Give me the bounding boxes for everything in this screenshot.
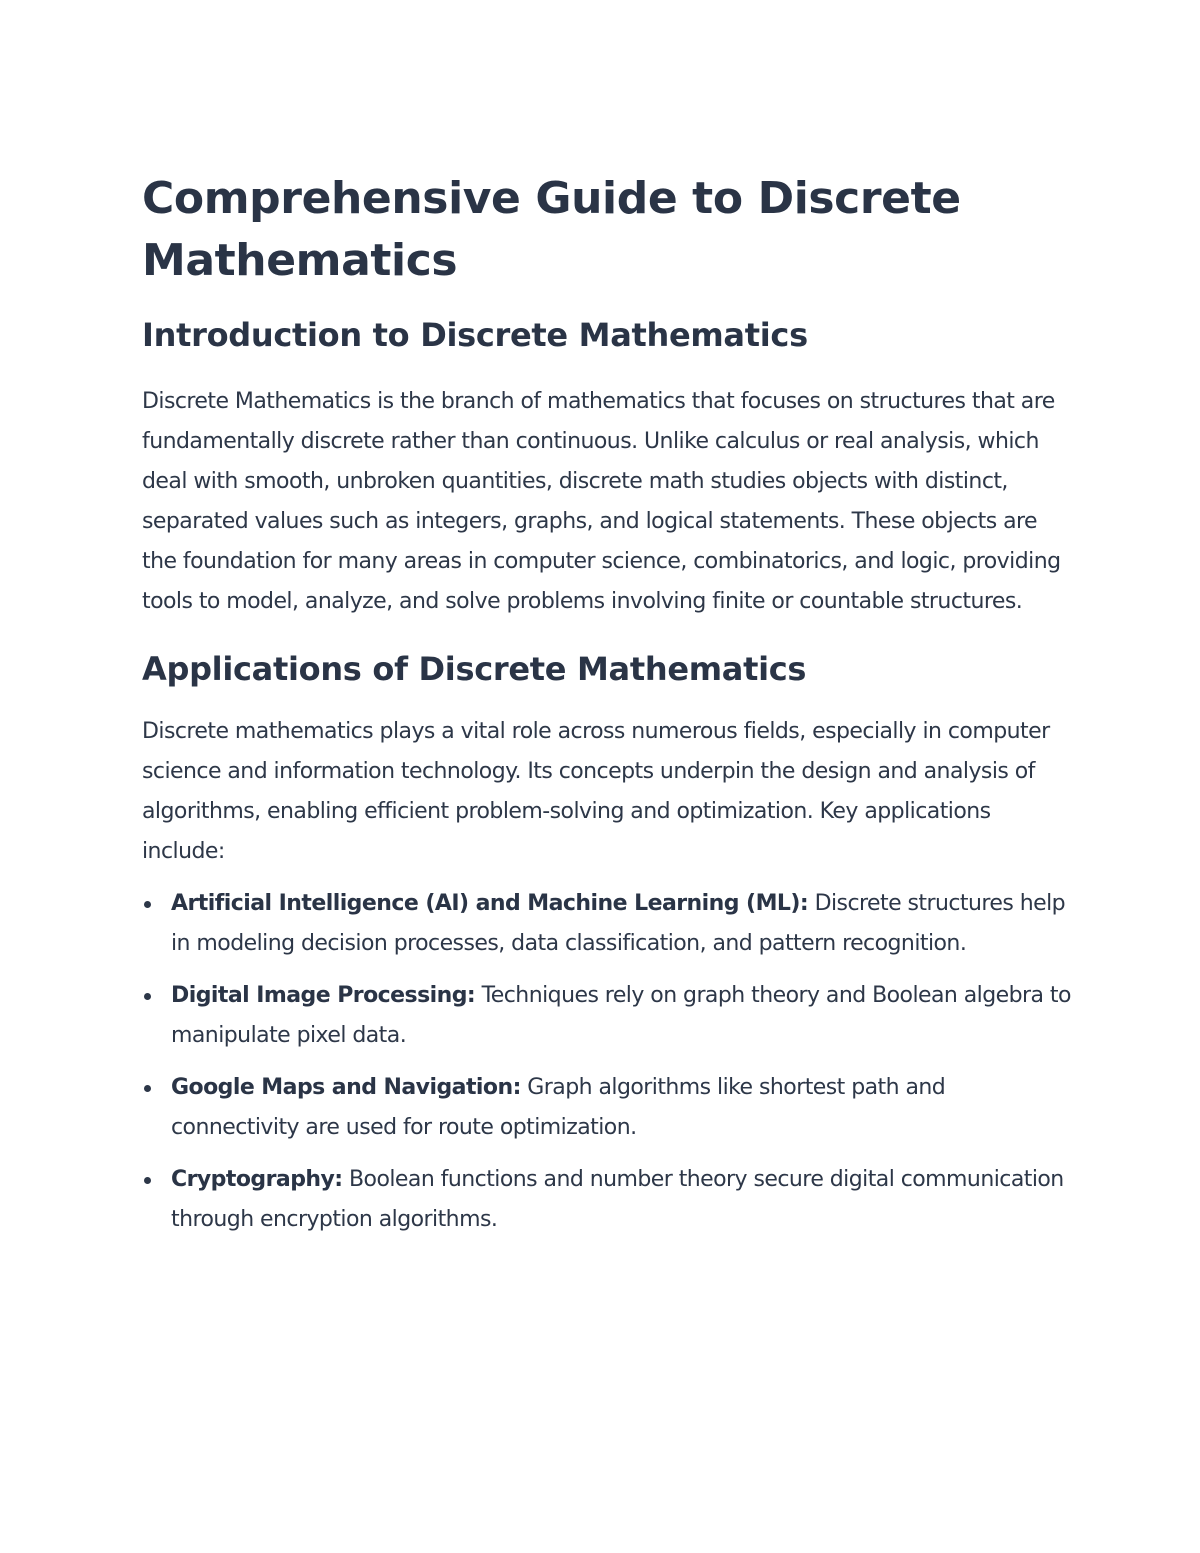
list-item-maps-navigation [142,1068,1072,1148]
document-title: Comprehensive Guide to Discrete Mathematics [142,173,961,286]
list-item-cryptography [142,1160,1072,1240]
list-item-text: Techniques rely on graph theory and Boolean algebra to manipulate pixel data. [171,983,1071,1048]
list-item-ai-ml [142,884,1072,964]
list-item-term: Artificial Intelligence (AI) and Machine Learning (ML): [171,891,809,916]
introduction-paragraph: Discrete Mathematics is the branch of mathematics that focuses on structures that are fundamentally discrete rather than continuous. Unlike calculus or real analysis, which deal with smooth, unbroken quantities, discrete math studies objects with distinct, separated values such as integers, graphs, and logical statements. These objects are the foundation for many areas in computer science, combinatorics, and logic, providing tools to model, analyze, and solve problems involving finite or countable structures. [142,389,1061,614]
list-item-text: Graph algorithms like shortest path and connectivity are used for route optimization. [171,1075,946,1140]
list-item-term: Digital Image Processing: [171,983,476,1008]
list-item-term: Cryptography: [171,1167,343,1192]
list-item-image-processing [142,976,1072,1056]
document-page [142,168,1072,1252]
bullet-dot-icon [144,1085,151,1092]
list-item-text: Boolean functions and number theory secure digital communication through encryption algorithms. [171,1167,1064,1232]
bullet-dot-icon [144,1177,151,1184]
applications-paragraph: Discrete mathematics plays a vital role across numerous fields, especially in computer science and information technology. Its concepts underpin the design and analysis of algorithms, enabling efficient problem-solving and optimization. Key applications include: [142,719,1050,864]
section-heading-applications: Applications of Discrete Mathematics [142,650,807,688]
applications-list [142,884,1072,1240]
list-item-term: Google Maps and Navigation: [171,1075,521,1100]
bullet-dot-icon [144,993,151,1000]
section-heading-introduction: Introduction to Discrete Mathematics [142,316,808,354]
bullet-dot-icon [144,901,151,908]
list-item-text: Discrete structures help in modeling decision processes, data classification, and pattern recognition. [171,891,1066,956]
